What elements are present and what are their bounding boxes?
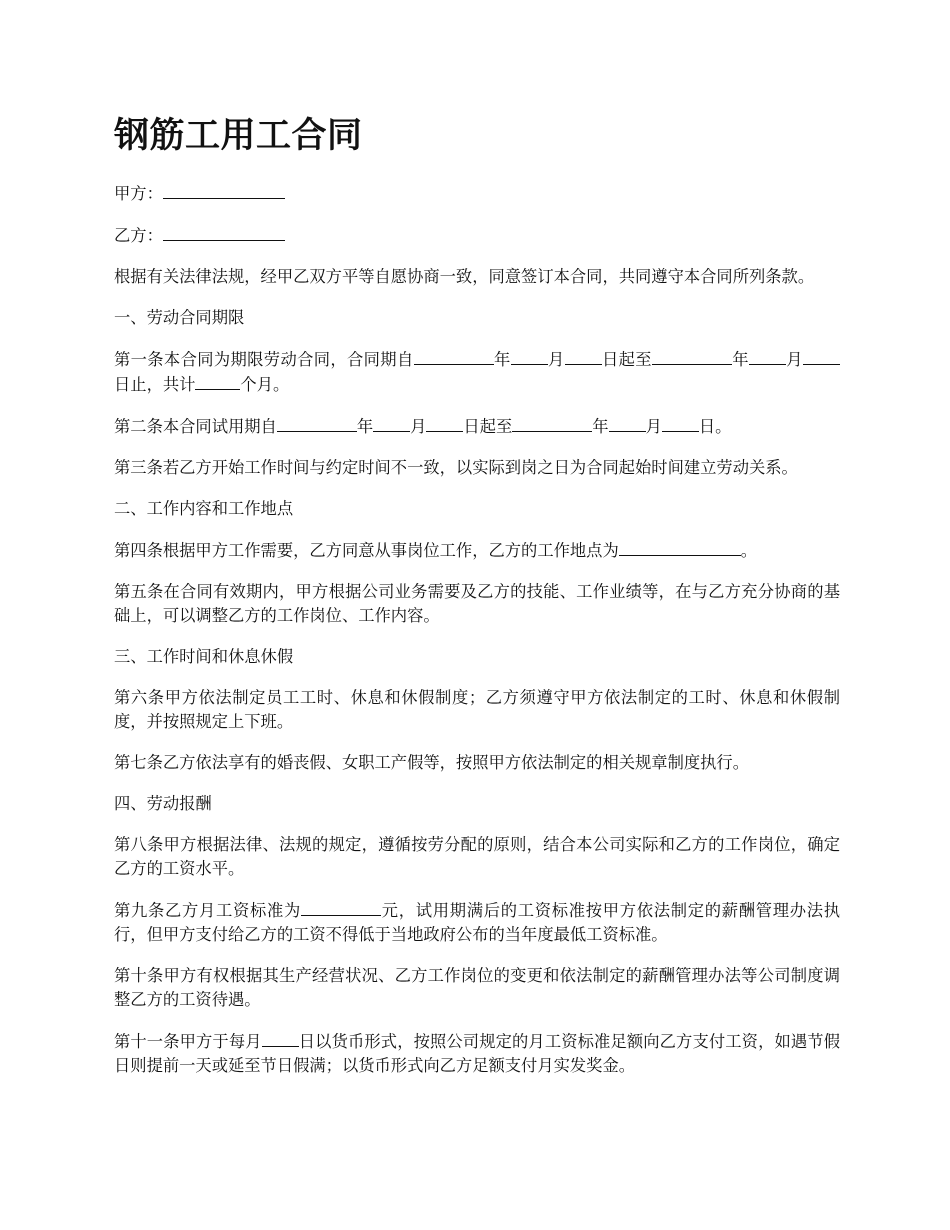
art11-text: 日以货币形式，按照公司规定的月工资标准足额向乙方支付工资，如遇节假日则提前一天或延至节日假满；以货币形式向乙方足额支付月实发奖金。 <box>114 1032 840 1075</box>
contract-body <box>114 181 840 1095</box>
art1-text: 第一条本合同为期限劳动合同，合同期自 <box>114 350 414 369</box>
blank <box>662 414 699 432</box>
blank <box>195 372 240 390</box>
article-11 <box>114 1029 840 1078</box>
art4-text: 第四条根据甲方工作需要，乙方同意从事岗位工作，乙方的工作地点为 <box>114 541 619 560</box>
party-a-blank <box>163 181 285 199</box>
art2-text: 年 <box>592 417 609 436</box>
article-1 <box>114 347 840 397</box>
art9-text: 第九条乙方月工资标准为 <box>114 901 301 920</box>
art1-text: 年 <box>731 350 749 369</box>
blank <box>414 347 494 365</box>
party-b-blank <box>163 223 285 241</box>
blank <box>749 347 786 365</box>
article-5: 第五条在合同有效期内，甲方根据公司业务需要及乙方的技能、工作业绩等，在与乙方充分协商的基础上，可以调整乙方的工作岗位、工作内容。 <box>114 582 840 625</box>
art9-text: 元，试用期满后的工资标准按甲方依法制定的薪酬管理办法执行，但甲方支付给乙方的工资不得低于当地政府公布的当年度最低工资标准。 <box>114 901 840 944</box>
section-heading-pay: 四、劳动报酬 <box>114 794 212 813</box>
blank <box>619 538 741 556</box>
art2-text: 月 <box>410 417 427 436</box>
art11-text: 第十一条甲方于每月 <box>114 1032 262 1051</box>
article-6: 第六条甲方依法制定员工工时、休息和休假制度；乙方须遵守甲方依法制定的工时、休息和休假制度，并按照规定上下班。 <box>114 688 840 731</box>
art4-text: 。 <box>740 541 758 560</box>
section-heading-work: 二、工作内容和工作地点 <box>114 499 294 518</box>
article-4 <box>114 538 840 563</box>
art2-text: 月 <box>645 417 662 436</box>
blank <box>511 347 548 365</box>
art2-text: 第二条本合同试用期自 <box>114 417 277 436</box>
section-heading-term: 一、劳动合同期限 <box>114 308 245 327</box>
article-9 <box>114 898 840 947</box>
blank <box>803 347 840 365</box>
preamble: 根据有关法律法规，经甲乙双方平等自愿协商一致，同意签订本合同，共同遵守本合同所列条款。 <box>114 267 815 286</box>
document-title: 钢筋工用工合同 <box>114 116 363 156</box>
party-b-line <box>114 223 840 248</box>
blank <box>301 898 381 916</box>
party-a-line <box>114 181 840 206</box>
blank <box>652 347 732 365</box>
art1-text: 月 <box>547 350 565 369</box>
blank <box>512 414 592 432</box>
art2-text: 日起至 <box>463 417 513 436</box>
blank <box>262 1029 299 1047</box>
art1-text: 日起至 <box>601 350 652 369</box>
section-heading-hours: 三、工作时间和休息休假 <box>114 647 294 666</box>
party-a-label: 甲方： <box>114 184 163 203</box>
article-3: 第三条若乙方开始工作时间与约定时间不一致，以实际到岗之日为合同起始时间建立劳动关系。 <box>114 458 798 477</box>
art2-text: 年 <box>356 417 374 436</box>
art1-text: 年 <box>493 350 511 369</box>
blank <box>426 414 463 432</box>
blank <box>609 414 646 432</box>
blank <box>277 414 357 432</box>
art2-text: 日。 <box>698 417 732 436</box>
art1-text: 日止，共计 <box>114 375 196 394</box>
party-b-label: 乙方： <box>114 226 163 245</box>
art1-text: 月 <box>785 350 803 369</box>
blank <box>565 347 602 365</box>
article-2 <box>114 414 840 439</box>
article-7: 第七条乙方依法享有的婚丧假、女职工产假等，按照甲方依法制定的相关规章制度执行。 <box>114 753 749 772</box>
art1-text: 个月。 <box>240 375 290 394</box>
article-8: 第八条甲方根据法律、法规的规定，遵循按劳分配的原则，结合本公司实际和乙方的工作岗位，确定乙方的工资水平。 <box>114 835 840 878</box>
blank <box>373 414 410 432</box>
article-10: 第十条甲方有权根据其生产经营状况、乙方工作岗位的变更和依法制定的薪酬管理办法等公司制度调整乙方的工资待遇。 <box>114 966 840 1009</box>
